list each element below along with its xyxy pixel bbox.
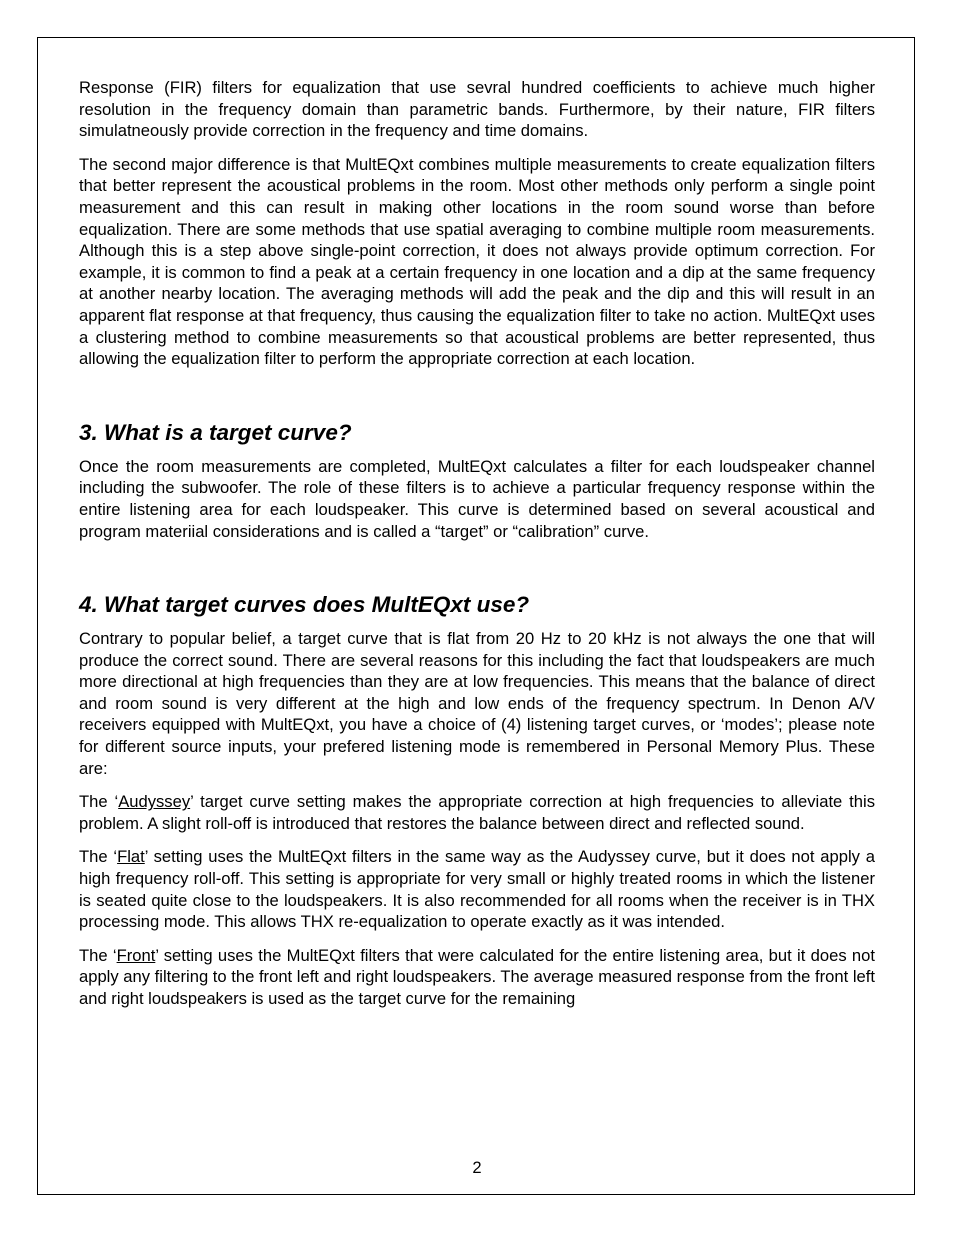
front-term: Front <box>116 945 156 965</box>
page-number: 2 <box>472 1158 482 1177</box>
flat-curve-paragraph <box>79 846 875 932</box>
section-4-intro-paragraph: Contrary to popular belief, a target curve that is flat from 20 Hz to 20 kHz is not always the one that will produce the correct sound. There are several reasons for this including the fact that loudspeakers are much more directional at high frequencies than they are at low frequencies. This means that the balance of direct and room sound is very different at the high and low ends of the frequency spectrum. In Denon A/V receivers equipped with MultEQxt, you have a choice of (4) listening target curves, or ‘modes’; please note for different source inputs, your prefered listening mode is remembered in Personal Memory Plus. These are: <box>79 629 875 778</box>
section-3-heading: 3. What is a target curve? <box>79 419 352 445</box>
flat-prefix: The ‘ <box>79 847 118 867</box>
section-3-paragraph: Once the room measurements are completed, MultEQxt calculates a filter for each loudspeaker channel including the subwoofer. The role of these filters is to achieve a particular frequency response within the entire listening area for each loudspeaker. This curve is determined based on several acoustical and program materiial considerations and is called a “target” or “calibration” curve. <box>79 456 875 541</box>
audyssey-curve-paragraph <box>79 791 875 834</box>
section-4-heading: 4. What target curves does MultEQxt use? <box>79 592 530 618</box>
front-prefix: The ‘ <box>79 945 117 965</box>
front-curve-paragraph <box>79 945 875 1010</box>
audyssey-description: ’ target curve setting makes the appropriate correction at high frequencies to alleviate this problem. A slight roll-off is introduced that restores the balance between direct and reflected sound. <box>79 792 876 833</box>
audyssey-term: Audyssey <box>118 792 191 812</box>
audyssey-prefix: The ‘ <box>79 792 119 812</box>
flat-description: ’ setting uses the MultEQxt filters in the same way as the Audyssey curve, but it does not apply a high frequency roll-off. This setting is appropriate for very small or highly treated rooms in which the listener is seated quite close to the loudspeakers. It is also recommended for all rooms when the receiver is in THX processing mode. This allows THX re-equalization to operate exactly as it was intended. <box>79 847 875 932</box>
intro-paragraph-fir: Response (FIR) filters for equalization that use sevral hundred coefficients to achieve much higher resolution in the frequency domain than parametric bands. Furthermore, by their nature, FIR filters simulatneously provide correction in the frequency and time domains. <box>79 78 875 141</box>
intro-paragraph-multiple-measurements: The second major difference is that MultEQxt combines multiple measurements to create equalization filters that better represent the acoustical problems in the room. Most other methods only perform a single point measurement and this can result in making other locations in the room sound worse than before equalization. There are some methods that use spatial averaging to combine multiple room measurements. Although this is a step above single-point correction, it does not always provide optimum correction. For example, it is common to find a peak at a certain frequency in one location and a dip at the same frequency at another nearby location. The averaging methods will add the peak and the dip and this will result in an apparent flat response at that frequency, thus causing the equalization filter to take no action. MultEQxt uses a clustering method to combine measurements so that acoustical problems are better represented, thus allowing the equalization filter to perform the appropriate correction at each location. <box>79 154 875 369</box>
flat-term: Flat <box>117 847 145 867</box>
front-description: ’ setting uses the MultEQxt filters that were calculated for the entire listening area, but it does not apply any filtering to the front left and right loudspeakers. The average measured response from the front left and right loudspeakers is used as the target curve for the remaining <box>79 945 875 1008</box>
page-content <box>79 77 875 1022</box>
